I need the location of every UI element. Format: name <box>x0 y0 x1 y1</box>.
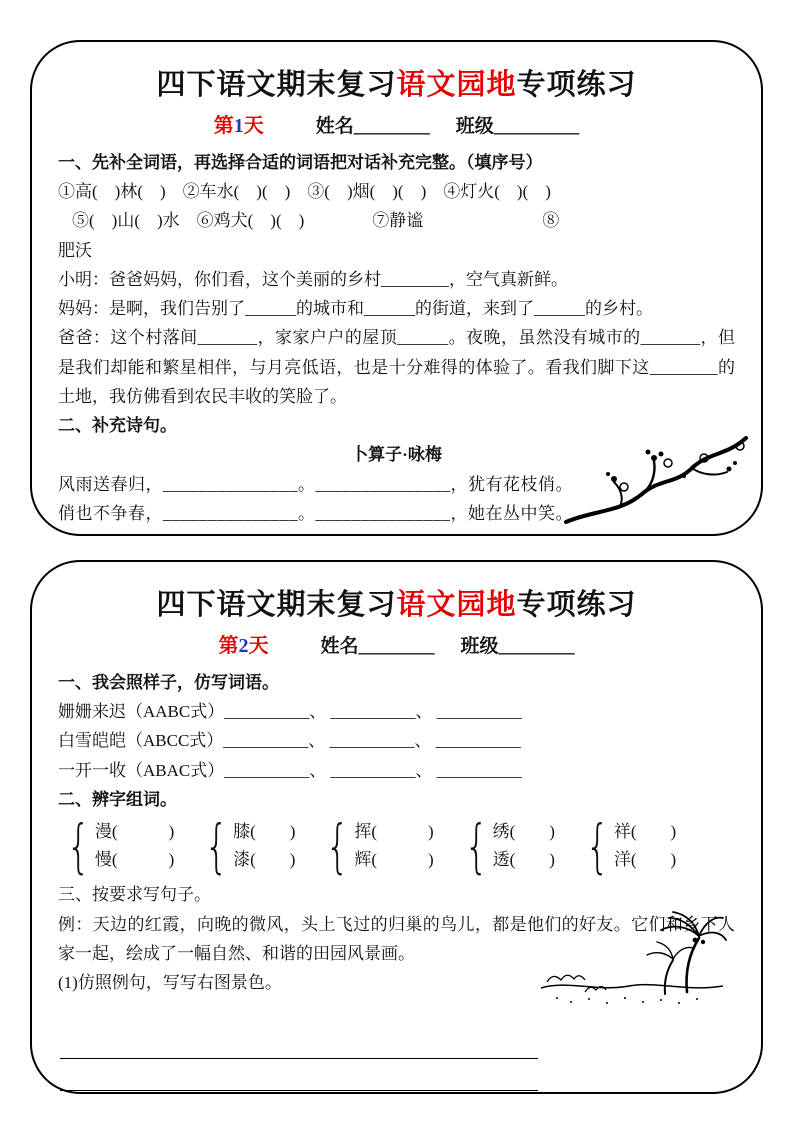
name-blank: 姓名________ <box>320 636 435 657</box>
section-1-header: 一、我会照样子，仿写词语。 <box>58 673 279 692</box>
imitation-blanks: __________、 __________、 __________ <box>224 702 522 722</box>
char-bottom: 辉( ) <box>354 850 434 870</box>
brace-glyph: { <box>325 811 350 880</box>
day-number: 2 <box>238 635 249 657</box>
char-bottom: 漆( ) <box>233 850 296 870</box>
day-badge <box>214 115 264 137</box>
plum-blossom-illustration <box>564 416 749 528</box>
title-highlight: 语文园地 <box>396 69 517 101</box>
example-sentence: 例：天边的红霞，向晚的微风，头上飞过的归巢的鸟儿，都是他们的好友。它们和乡下人家一起，绘成了一幅自然、和谐的田园风景画。 <box>58 914 735 963</box>
char-group <box>579 811 677 880</box>
day-suffix: 天 <box>243 115 264 137</box>
day-suffix: 天 <box>248 635 269 657</box>
poem-line-2: 俏也不争春，_______________。_______________，她在丛中笑。 <box>58 503 573 523</box>
beach-illustration <box>537 904 727 1008</box>
char-top: 膝( ) <box>233 822 296 842</box>
header-row <box>58 109 735 138</box>
char-bottom: 慢( ) <box>94 850 175 870</box>
imitation-example: 白雪皑皑（ABCC式） <box>58 731 224 751</box>
dialog-line-mama: 妈妈：是啊，我们告别了______的城市和______的街道，来到了______的乡村。 <box>58 299 653 319</box>
char-top: 漫( ) <box>94 822 175 842</box>
section-2-header: 二、辨字组词。 <box>58 789 177 809</box>
subquestion-1: (1)仿照例句，写写右图景色。 <box>58 972 282 992</box>
title-highlight: 语文园地 <box>396 589 517 621</box>
imitation-blanks: __________、 __________、 __________ <box>224 760 522 780</box>
imitation-example: 一开一收（ABAC式） <box>58 760 225 780</box>
brace-glyph: { <box>585 811 610 880</box>
section-1-header: 一、先补全词语，再选择合适的词语把对话补充完整。（填序号） <box>58 153 543 172</box>
name-blank: 姓名________ <box>315 116 430 137</box>
worksheet-title <box>58 582 735 623</box>
worksheet-title <box>58 62 735 103</box>
imitation-blanks: __________、 __________、 __________ <box>223 731 521 751</box>
word-bank-row-1: ①高( )林( ) ②车水( )( ) ③( )烟( )( ) ④灯火( )( ) <box>58 182 551 202</box>
class-blank: 班级_________ <box>455 116 580 137</box>
word-bank-row-2: ⑤( )山( )水 ⑥鸡犬( )( ) ⑦静谧 ⑧ <box>72 211 560 231</box>
worksheet-card-day1 <box>30 40 763 536</box>
answer-writing-line <box>60 1027 538 1059</box>
day-badge <box>218 635 268 657</box>
title-post: 专项练习 <box>516 69 637 101</box>
answer-writing-line <box>60 1059 538 1091</box>
title-pre: 四下语文期末复习 <box>156 589 397 621</box>
word-bank-row-3: 肥沃 <box>58 240 92 260</box>
poem-title: 卜算子·咏梅 <box>351 445 442 465</box>
char-discrimination-groups <box>60 811 735 880</box>
brace-glyph: { <box>66 811 91 880</box>
char-top: 绣( ) <box>492 822 555 842</box>
char-group <box>60 811 175 880</box>
beach-palm-icon <box>537 904 727 1008</box>
title-post: 专项练习 <box>516 589 637 621</box>
char-group <box>458 811 555 880</box>
char-bottom: 洋( ) <box>613 850 677 870</box>
day-prefix: 第 <box>218 635 239 657</box>
char-top: 祥( ) <box>613 822 677 842</box>
imitation-row <box>58 756 735 785</box>
poem-line-1: 风雨送春归，_______________。_______________，犹有花枝俏。 <box>58 474 573 494</box>
brace-glyph: { <box>464 811 489 880</box>
plum-blossom-icon <box>564 416 749 528</box>
imitation-example: 姗姗来迟（AABC式） <box>58 702 225 722</box>
char-group <box>198 811 296 880</box>
imitation-row <box>58 726 735 755</box>
header-row <box>58 629 735 658</box>
day-prefix: 第 <box>213 115 234 137</box>
dialog-line-baba: 爸爸：这个村落间_______，家家户户的屋顶______。夜晚，虽然没有城市的_______，但是我们却能和繁星相伴，与月亮低语，也是十分难得的体验了。看我们脚下这________的土地，我仿佛看到农民丰收的笑脸了。 <box>58 328 735 406</box>
title-pre: 四下语文期末复习 <box>156 69 397 101</box>
section-2-header: 二、补充诗句。 <box>58 416 177 436</box>
imitation-row <box>58 697 735 726</box>
char-top: 挥( ) <box>354 822 434 842</box>
section-3-header: 三、按要求写句子。 <box>58 885 211 905</box>
char-group <box>319 811 434 880</box>
day-number: 1 <box>233 115 244 137</box>
worksheet-card-day2 <box>30 560 763 1094</box>
dialog-line-xiaoming: 小明：爸爸妈妈，你们看，这个美丽的乡村________，空气真新鲜。 <box>58 269 568 289</box>
class-blank: 班级________ <box>460 636 575 657</box>
brace-glyph: { <box>204 811 229 880</box>
char-bottom: 透( ) <box>492 850 555 870</box>
